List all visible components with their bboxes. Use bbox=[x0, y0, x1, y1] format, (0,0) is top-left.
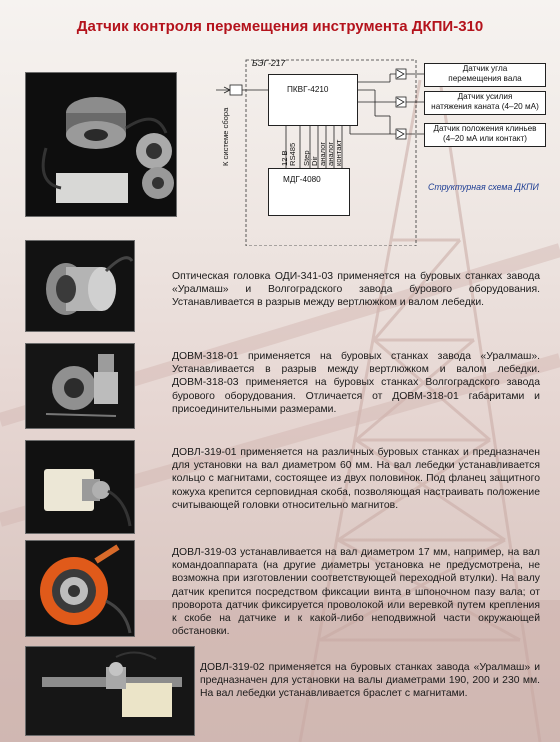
product-description-odi-341: Оптическая головка ОДИ-341-03 применяется на буровых станках завода «Уралмаш» и Волгоградского завода бурового оборудования. Устанавливается в разрыв между вертлюжком и валом лебедки. bbox=[172, 271, 540, 309]
scheme-left-label: К системе сбора bbox=[221, 107, 230, 166]
scheme-sensor-wedges-line1: Датчик положения клиньев bbox=[433, 124, 537, 133]
scheme-sensor-tension-line2: натяжения каната (4–20 мА) bbox=[431, 102, 539, 111]
product-description-dovl-319-01: ДОВЛ-319-01 применяется на различных буровых станках и предназначен для установки на вал диаметром 60 мм. На вал лебедки устанавливается кольцо с магнитами, состоящее из двух половинок. Под фланец защитного кожуха крепится серповидная скоба, позволяющая настраивать положение считывающей головки относительно магнитов. bbox=[172, 447, 540, 511]
scheme-bus-12v: 12 В bbox=[280, 150, 289, 166]
product-photo-dovl-319-02 bbox=[25, 646, 195, 736]
scheme-sensor-wedges bbox=[424, 123, 546, 147]
scheme-bus-analog-2: аналог bbox=[326, 141, 335, 166]
scheme-caption: Структурная схема ДКПИ bbox=[428, 182, 539, 192]
scheme-sensor-wedges-line2: (4–20 мА или контакт) bbox=[443, 134, 527, 143]
scheme-block-pkvg-label: ПКВГ-4210 bbox=[287, 85, 329, 94]
scheme-block-mdg bbox=[268, 168, 350, 216]
scheme-sensor-angle bbox=[424, 63, 546, 87]
structural-scheme bbox=[200, 46, 555, 246]
scheme-sensor-tension bbox=[424, 91, 546, 115]
product-photo-dovm-318 bbox=[25, 343, 135, 429]
product-description-dovl-319-02: ДОВЛ-319-02 применяется на буровых станках завода «Уралмаш» и предназначен для установки на валы диаметрами 190, 200 и 230 мм. На вал лебедки устанавливается браслет с магнитами. bbox=[200, 662, 540, 700]
product-description-dovl-319-03: ДОВЛ-319-03 устанавливается на вал диаметром 17 мм, например, на вал командоаппарата (на другие диаметры установка не предусмотрена, не возможна при изготовлении соответствующей переходной втулки). На валу датчик крепится посредством фиксации винта в шпоночном пазу вала; от проворота датчик фиксируется проволокой или веревкой путем крепления к скобе на датчике и к какой-либо неподвижной части окружающей обстановки. bbox=[172, 547, 540, 638]
product-photo-dovl-319-03 bbox=[25, 540, 135, 637]
product-photo-encoder-set bbox=[25, 72, 177, 217]
product-photo-odi-341 bbox=[25, 240, 135, 332]
scheme-block-pkvg bbox=[268, 74, 358, 126]
product-description-dovm-318: ДОВМ-318-01 применяется на буровых станках завода «Уралмаш». Устанавливается в разрыв между вертлюжком и валом лебедки. ДОВМ-318-03 применяется на буровых станках Волгоградского завода бурового оборудования. Отличается от ДОВМ-318-01 габаритами и присоединительными размерами. bbox=[172, 351, 540, 415]
scheme-block-mdg-label: МДГ-4080 bbox=[283, 175, 321, 184]
scheme-sensor-tension-line1: Датчик усилия bbox=[457, 92, 513, 101]
scheme-bus-analog-1: аналог bbox=[318, 141, 327, 166]
scheme-sensor-angle-line2: перемещения вала bbox=[448, 74, 522, 83]
scheme-bus-rs485: RS485 bbox=[288, 142, 297, 166]
scheme-outer-label: БЭГ-217 bbox=[252, 58, 286, 68]
scheme-bus-dir: Dir bbox=[310, 156, 319, 166]
product-photo-dovl-319-01 bbox=[25, 440, 135, 534]
page-title: Датчик контроля перемещения инструмента ДКПИ-310 bbox=[76, 18, 484, 35]
scheme-bus-step: Step bbox=[302, 150, 311, 166]
scheme-bus-contact: контакт bbox=[334, 139, 343, 166]
scheme-sensor-angle-line1: Датчик угла bbox=[462, 64, 508, 73]
